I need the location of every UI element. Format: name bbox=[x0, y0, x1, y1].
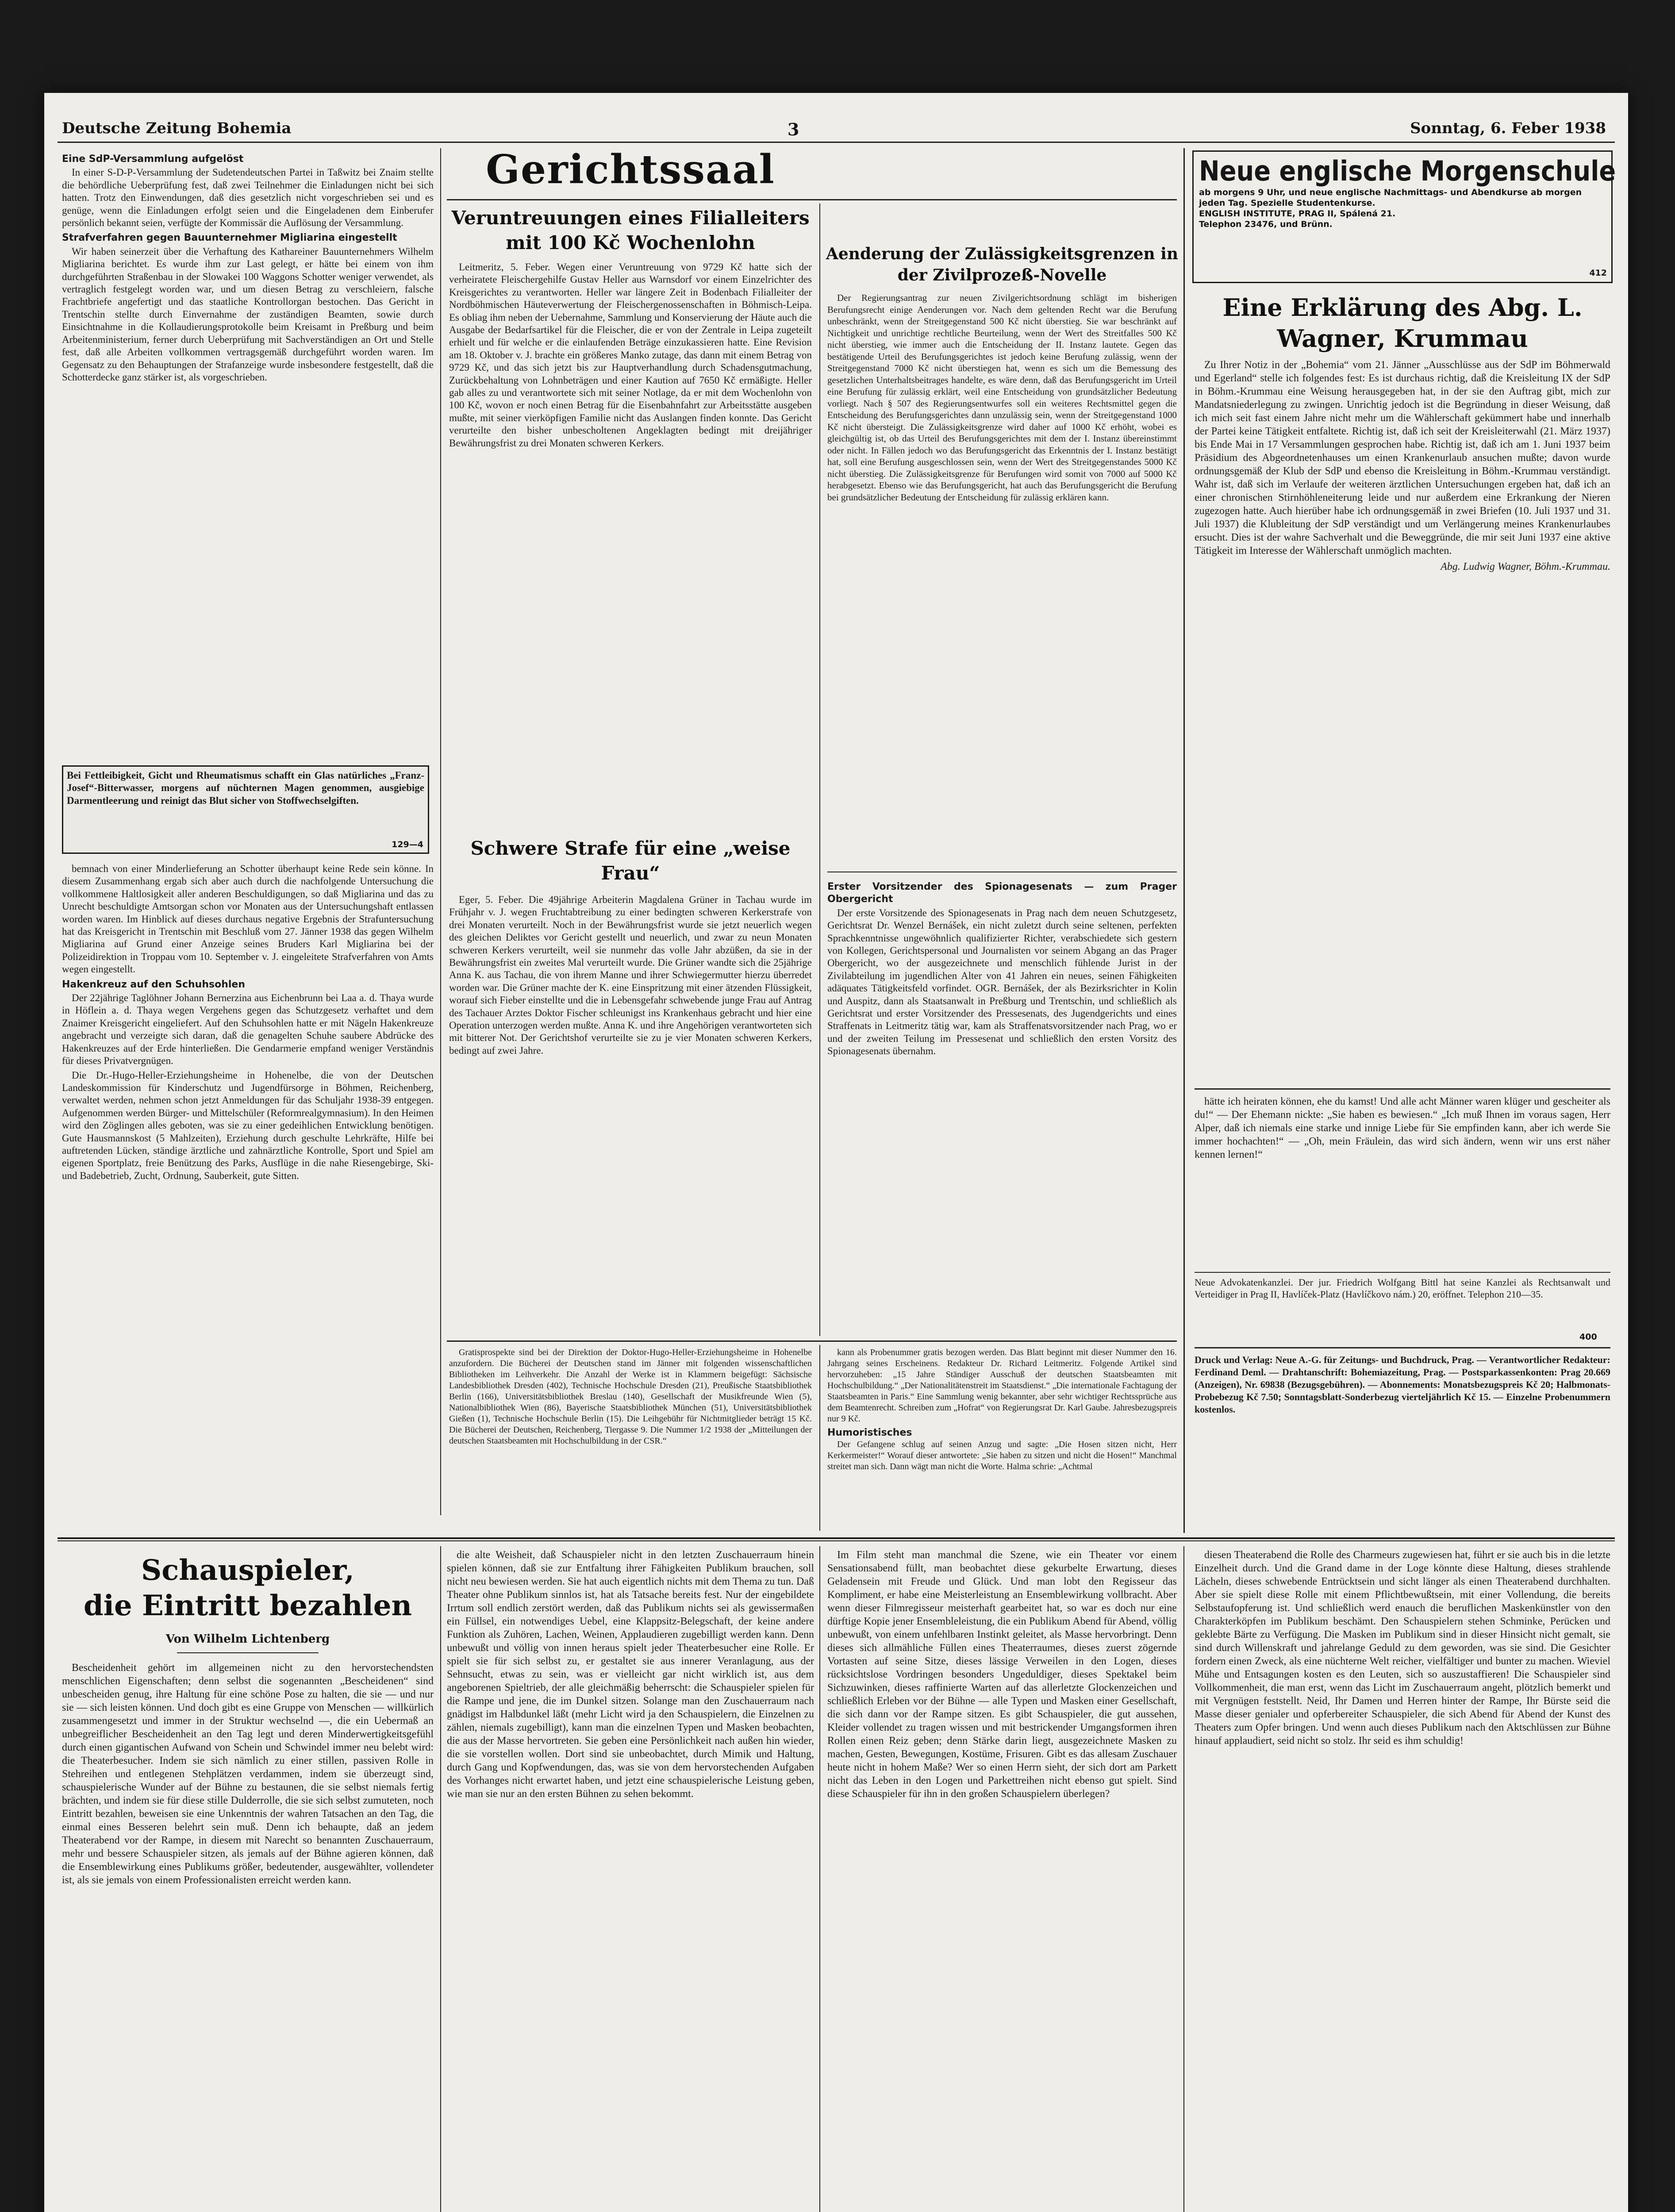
note-text: Gratisprospekte sind bei der Direktion der Doktor-Hugo-Heller-Erziehungsheime in Hohenelbe anzufordern. Die Bücherei der Deutschen stand im Jänner mit folgenden wissenschaftlichen Bibliotheken im Leihverkehr. Die Anzahl der Werke ist in Klammern beigefügt: Sächsische Landesbibliothek Dresden (402), Technische Hochschule Dresden (21), Preußische Staatsbibliothek Berlin (166), Universitätsbibliothek Breslau (140), Gesellschaft der Musikfreunde Wien (5), Nationalbibliothek Wien (86), Bayerische Staatsbibliothek München (51), Universitätsbibliothek Gießen (1), Technische Hochschule Berlin (15). Die Leihgebühr für Nichtmitglieder beträgt 15 Kč. Die Bücherei der Deutschen, Reichenberg, Tiergasse 9. Die Nummer 1/2 1938 der „Mitteilungen der deutschen Staatsbeamten mit Hochschulbildung in der CSR.“ bbox=[449, 1348, 812, 1446]
article-text: Die Dr.-Hugo-Heller-Erziehungsheime in Hohenelbe, die von der Deutschen Landeskommission für Kinderschutz und Jugendfürsorge in Böhmen, Reichenberg, verwaltet werden, nehmen schon jetzt Anmeldungen für das Schuljahr 1938-39 entgegen. Aufgenommen werden Bürger- und Mittelschüler (Reformrealgymnasium). In den Heimen wird den Zöglingen alles geboten, was sie zu einer gedeihlichen Entwicklung benötigen. Gute Hausmannskost (5 Mahlzeiten), Erziehung durch geschulte Lehrkräfte, Hilfe bei auftretenden Lücken, ständige ärztliche und zahnärztliche Kontrolle, Sport und Spiel am eigenen Sportplatz, freie Benützung des Parks, Ausflüge in die nahe Riesengebirge, Ski- und Badebetrieb, Zucht, Ordnung, Sauberkeit, gute Sitten. bbox=[62, 1069, 434, 1181]
feuilleton-title: die Eintritt bezahlen bbox=[83, 1589, 412, 1622]
english-school-ad bbox=[1192, 150, 1616, 283]
article-text: hätte ich heiraten können, ehe du kamst! Und alle acht Männer waren klüger und gescheiter als du!“ — Der Ehemann nickte: „Sie haben es bewiesen.“ „Ich muß Ihnen im voraus sagen, Herr Alper, daß ich niemals eine starke und innige Liebe für Sie empfinden kann, aber ich werde Sie immer hochachten!“ — „Oh, mein Fräulein, das wird sich ändern, wenn wir uns erst näher kennen lernen!“ bbox=[1195, 1096, 1610, 1160]
column-2-article-2 bbox=[449, 894, 812, 1336]
masthead-rule bbox=[58, 142, 1615, 143]
column-rule bbox=[1183, 148, 1185, 1533]
column-rule bbox=[819, 1546, 820, 2212]
imprint-text: Druck und Verlag: Neue A.-G. für Zeitungs- und Buchdruck, Prag. — Verantwortlicher Redakteur: Ferdinand Deml. — Drahtanschrift: Bohemiazeitung, Prag. — Postsparkassenkonten: Prag 20.669 (Anzeigen), Nr. 69838 (Bezugsgebühren). — Abonnements: Monatsbezugspreis Kč 20; Halbmonats-Probebezug Kč 7.50; Sonntagsblatt-Sonderbezug vierteljährlich Kč 15. — Einzelne Probenummern kostenlos. bbox=[1195, 1354, 1610, 1415]
article-text: Der 22jährige Taglöhner Johann Bernerzina aus Eichenbrunn bei Laa a. d. Thaya wurde in Höflein a. d. Thaya wegen Vergehens gegen das Schutzgesetz verhaftet und dem Znaimer Kreisgericht eingeliefert. Auf den Schuhsohlen hatte er mit Nägeln Hakenkreuze angebracht und verzeigte sich daran, daß die genagelten Schuhe saubere Abdrücke des Hakenkreuzes auf der Erde hinterließen. Die Gendarmerie empfand weniger Verständnis für dieses Privatvergnügen. bbox=[62, 992, 434, 1067]
column-4-article bbox=[1195, 358, 1610, 1084]
article-text: Der erste Vorsitzende des Spionagesenats in Prag nach dem neuen Schutzgesetz, Gerichtsrat Dr. Wenzel Bernášek, ein nicht zuletzt durch seine seltenen, perfekten Sprachkenntnisse ungewöhnlich qualifizierter Richter, verabschiedete sich gestern von Kollegen, Gerichtspersonal und Journalisten vor seinem Abgang an das Prager Obergericht, wo der ausgezeichnete und menschlich fühlende Jurist in der Zivilabteilung im jugendlichen Alter von 41 Jahren ein neues, seinen Fähigkeiten adäquates Tätigkeitsfeld vorfindet. OGR. Bernášek, der als Bezirksrichter in Kolin und Auspitz, dann als Staatsanwalt in Preßburg und Trentschin, und schließlich als Gerichtsrat und erster Vorsitzender des Pressesenats, des Jugendgerichts und eines Straffenats in Leitmeritz tätig war, kam als Straffenatsvorsitzender nach Prag, wo er und der zweiten Teilung im Pressesenat und schließlich den ersten Vorsitz des Spionagesenats übernahm. bbox=[827, 907, 1177, 1057]
article-headline: Veruntreuungen eines Filialleiters mit 100 Kč Wochenlohn bbox=[451, 207, 810, 253]
imprint-rule bbox=[1195, 1347, 1610, 1348]
article-heading: Hakenkreuz auf den Schuhsohlen bbox=[62, 979, 246, 990]
notice-reference: 400 bbox=[1579, 1332, 1597, 1342]
feuilleton-column-3 bbox=[827, 1548, 1177, 2212]
article-text: bemnach von einer Minderlieferung an Schotter überhaupt keine Rede sein könne. In diesem Zusammenhang ergab sich aber auch durch die nachfolgende Untersuchung die vollkommene Haltlosigkeit aller anderen Beschuldigungen, so daß Migliarina und das zu Unrecht beschuldigte Amtsorgan schon vor Monaten aus der Untersuchungshaft entlassen worden waren. Im Hinblick auf dieses durchaus negative Ergebnis der Strafuntersuchung hat das Kreisgericht in Trentschin mit Beschluß vom 27. Jänner 1938 das gegen Wilhelm Migliarina auf Grund einer Anzeige seines Bruders Karl Migliarina bei der Polizeidirektion in Troppau vom 10. September v. J. eingeleitete Strafverfahren von Amts wegen eingestellt. bbox=[62, 863, 434, 975]
article-headline: Aenderung der Zulässigkeitsgrenzen in der Zivilprozeß-Novelle bbox=[826, 245, 1179, 284]
feuilleton-text: diesen Theaterabend die Rolle des Charmeurs zugewiesen hat, führt er sie auch bis in die letzte Einzelheit durch. Und die Grand dame in der Loge könnte diese Haltung, dieses strahlende Lächeln, dieses schwebende Entrücktsein und sicht länger als einen Theaterabend durchhalten. Aber sie spielt diese Rolle mit einem Pflichtbewußtsein, mit einer Vollendung, die bereits Selbstaufopferung ist. Und schließlich werd enauch die beruflichen Maskenkünstler von den Charakterköpfen im Publikum beschämt. Den Schauspielern stehen Schminke, Perücken und geklebte Bärte zu Verfügung. Die Masken im Publikum sind in dieser Hinsicht nicht gemalt, sie sind durch Willenskraft und jahrelange Geduld zu dem geworden, was sie sind. Die Gesichter fordern einen Zweck, als eine nüchterne Welt reicher, vielfältiger und bunter zu machen. Wieviel Mühe und Entsagungen kosten es den Leuten, sich so auszustaffieren! Die Schauspieler sind Vollkommenheit, die man erst, wenn das Licht im Zuschauerraum angeht, plötzlich bemerkt und mit Vergnügen feststellt. Neid, Ihr Damen und Herren hinter der Rampe, Ihr Bürste seid die Masse dieser genialer und opferbereiter Schauspieler, die sich Abend für Abend der Kunst des Theaters zum Opfer bringen. Und wenn auch dieses Publikum nach den Aktschlüssen zur Bühne hinauf applaudiert, seid nicht so stolz. Ihr seid es ihm schuldig! bbox=[1195, 1549, 1610, 1747]
column-rule bbox=[819, 1345, 820, 1531]
article-text: Leitmeritz, 5. Feber. Wegen einer Veruntreuung von 9729 Kč hatte sich der verheiratete Fleischergehilfe Gustav Heller aus Warnsdorf vor einem Einzelrichter des Kreisgerichtes zu verantworten. Heller war längere Zeit in Bodenbach Filialleiter der Nordböhmischen Häuteverwertung der Fleischergenossenschaften in Böhmisch-Leipa. Es obliag ihm neben der Uebernahme, Sammlung und Konservierung der Häute auch die Ausgabe der Bedarfsartikel für die Fleischer, die er von der Zentrale in Leipa zugeteilt erhielt und für welche er die einlaufenden Beträge einzukassieren hatte. Eine Revision am 18. Oktober v. J. brachte ein größeres Manko zutage, das dann mit einem Betrag von 9729 Kč, und das sich jetzt bis zur Hauptverhandlung durch Schadensgutmachung, Zurückbehaltung von Lohnbeträgen und einer Kaution auf 7650 Kč ermäßigte. Heller gab alles zu und verantwortete sich mit seiner Notlage, da er mit dem Wochenlohn von 100 Kč, wovon er noch einen Betrag für die Eisenbahnfahrt zur Arbeitsstätte ausgeben mußte, mit seiner vierköpfigen Familie nicht das Auslangen finden konnte. Das Gericht verurteilte den bisher unbescholtenen Angeklagten bedingt mit dreijähriger Bewährungsfrist zu drei Monaten schweren Kerkers. bbox=[449, 261, 812, 449]
column-4-humor bbox=[1195, 1095, 1610, 1267]
newspaper-page bbox=[44, 93, 1628, 2212]
notes-right bbox=[827, 1347, 1177, 1528]
article-signature: Abg. Ludwig Wagner, Böhm.-Krummau. bbox=[1441, 561, 1610, 572]
notes-left bbox=[449, 1347, 812, 1528]
column-rule bbox=[440, 1546, 441, 2212]
feuilleton-rule-2 bbox=[58, 1540, 1615, 1541]
article-heading: Erster Vorsitzender des Spionagesenats — zum Prager Obergericht bbox=[827, 881, 1177, 905]
issue-date: Sonntag, 6. Feber 1938 bbox=[1410, 119, 1606, 137]
column-2-article-1 bbox=[449, 261, 812, 836]
imprint bbox=[1195, 1354, 1610, 1526]
feuilleton-text: Bescheidenheit gehört im allgemeinen nicht zu den hervorstechendsten menschlichen Eigenschaften; denn selbst die sogenannten „Bescheidenen“ sind unbescheiden genug, ihre Haltung für eine schöne Pose zu halten, die sie — und nur sie — sich leisten können. Und doch gibt es eine Gruppe von Menschen — willkürlich zusammengesetzt und immer in der Struktur wechselnd —, die ein Uebermaß an unbegreiflicher Bescheidenheit an den Tag legt und deren Minderwertigkeitsgefühl durch einen gigantischen Aufwand von Schein und Schwindel immer neu belebt wird: die Theaterbesucher. Indem sie sich nämlich zu einer stillen, passiven Rolle in Stehreihen und entlegenen Stehplätzen verdammen, indem sie überzeugt sind, schauspielerische Wunder auf der Bühne zu bestaunen, die sie selbst niemals fertig brächten, und indem sie für diese stille Dulderrolle, die sie sich selbst zumuteten, noch Eintritt bezahlen, beweisen sie eine Unkenntnis der wahren Tatsachen an den Tag, die einmal eines Besseren belehrt sein muß. Denn ich behaupte, daß an jedem Theaterabend vor der Rampe, in diesem mit Narecht so benannten Zuschauerraum, mehr und bessere Schauspieler sitzen, als jemals auf der Bühne agieren können, daß die Ensemblewirkung eines Publikums größer, bedeutender, ausgewählter, vollendeter ist, als sie jemals von einem Professionalisten erreicht werden kann. bbox=[62, 1662, 434, 1886]
note-text: kann als Probenummer gratis bezogen werden. Das Blatt beginnt mit dieser Nummer den 16. Jahrgang seines Erscheinens. Redakteur Dr. Richard Leitmeritz. Folgende Artikel sind hervorzuheben: „15 Jahre Ständiger Ausschuß der deutschen Staatsbeamten mit Hochschulbildung.“ „Der Nationalitätenstreit im Staatsdienst.“ „Die internationale Fachtagung der Staatsbeamten in Paris.“ Eine Sammlung wenig bekannter, aber sehr wichtiger Rechtssprüche aus dem Beamtenrecht. Schreiben zum „Hofrat“ von Regierungsrat Dr. Karl Gaube. Jahresbezugspreis nur 9 Kč. bbox=[827, 1348, 1177, 1424]
ad-line: ENGLISH INSTITUTE, PRAG II, Spálená 21. bbox=[1199, 209, 1396, 219]
feuilleton-text: die alte Weisheit, daß Schauspieler nicht in den letzten Zuschauerraum hinein spielen können, daß sie zur Entfaltung ihrer Fähigkeiten Publikum brauchen, soll nicht neu bewiesen werden. Sie hat auch eigentlich nichts mit dem Thema zu tun. Daß Theater ohne Publikum sinnlos ist, hat als Tatsache bereits fest. Nur der eingebildete Irrtum soll endlich zerstört werden, daß das Publikum nichts sei als gewissermaßen ein Füllsel, ein notwendiges Uebel, eine Klappsitz-Belegschaft, der keine andere Funktion als Zuhören, Lachen, Weinen, Applaudieren zugebilligt werden kann. Denn unbewußt und völlig von innen heraus spielt jeder Theaterbesucher eine Rolle. Er spielt sie für sich selbst zu, er gestaltet sie aus innerer Veranlagung, aus der Sehnsucht, etwas zu sein, was er vielleicht gar nicht wirklich ist, aus dem angeborenen Spieltrieb, der alle gleichmäßig beherrscht: die Schauspieler spielen für die Rampe und jene, die im Dunkel sitzen. Solange man den Zuschauerraum nach gnädigst im Halbdunkel läßt (mehr Licht wird ja den Schauspielern, die Einzelnen zu zählen, niemals zugebilligt), kann man die einzelnen Typen und Masken beobachten, die aus der Masse hervortreten. Sie geben eine Persönlichkeit nach außen hin wieder, die sie vorstellen wollen. Dort sind sie unbeobachtet, durch Mimik und Haltung, durch Gang und Kopfwendungen, das, was sie von dem hervorstechenden Aufgaben des Vorhanges nicht erwartet haben, und jetzt eine schauspielerische Leistung geben, wie man sie nur an den ersten Bühnen zu sehen bekommt. bbox=[447, 1549, 814, 1800]
column-3-article-2 bbox=[827, 878, 1177, 1334]
article-headline: Eine Erklärung des Abg. L. Wagner, Krummau bbox=[1222, 293, 1583, 353]
article-text: Zu Ihrer Notiz in der „Bohemia“ vom 21. Jänner „Ausschlüsse aus der SdP im Böhmerwald und Egerland“ stelle ich folgendes fest: Es ist durchaus richtig, daß die Kreisleitung IX der SdP in Böhm.-Krummau eine Weisung herausgegeben hat, in der sie den Auftrag gibt, mich zur Mandatsniederlegung zu zwingen. Unrichtig jedoch ist die Begründung in dieser Weisung, daß ich mich seit fast einem Jahre nicht mehr um die Wählerschaft gekümmert habe und innerhalb der Partei keine Tätigkeit entfaltete. Richtig ist, daß ich seit der Kreisleiterwahl (21. März 1937) bis Ende Mai in 17 Versammlungen gesprochen habe. Richtig ist, daß ich am 1. Juni 1937 beim Präsidium des Abgeordnetenhauses um einen Krankenurlaub ansuchen mußte; davon wurde ordnungsgemäß der Klub der SdP und ebenso die Kreisleitung in Böhm.-Krummau verständigt. Wahr ist, daß sich im Verlaufe der weiteren ärztlichen Untersuchungen ergeben hat, daß ich an einer chronischen Stirnhöhleneiterung leide und nur außerdem eine Erkrankung der Nieren zugezogen hatte. Auch hierüber habe ich ordnungsgemäß in zwei Briefen (10. Juli 1937 und 31. Juli 1937) die Klubleitung der SdP verständigt und um Verlängerung meines Krankenurlaubes ersucht. Dies ist der wahre Sachverhalt und die Beweggründe, die mir seit Juni 1937 eine aktive Tätigkeit im Interesse der Wählerschaft unmöglich machten. bbox=[1195, 359, 1610, 557]
column-rule bbox=[819, 204, 820, 1336]
ad-reference: 129—4 bbox=[392, 840, 423, 849]
article-text: Wir haben seinerzeit über die Verhaftung des Kathareiner Bauunternehmers Wilhelm Migliarina berichtet. Es wurde ihm zur Last gelegt, er hätte bei einem von ihm durchgeführten Straßenbau in der Slowakei 100 Waggons Schotter weniger verwendet, als vertraglich festgelegt worden war, und um diesen Betrag zu verschleiern, falsche Frachtbriefe angefertigt und das staatliche Kontrollorgan bestochen. Das Gericht in Trentschin stellte durch Einvernahme der zuständigen Beamten, sowie durch Einsichtnahme in die Kollaudierungsprotokolle beim Kreisamt in Preßburg und beim Arbeitenministerium, ferner durch Ueberprüfung mit Sachverständigen an Ort und Stelle fest, daß alle Arbeiten vollkommen vertragsgemäß durchgeführt worden waren. Im Gegensatz zu den Behauptungen der Strafanzeige wurde insbesondere festgestellt, daß die Schotterdecke ganz stärker ist, als vorgeschrieben. bbox=[62, 246, 434, 383]
feuilleton-text: Im Film steht man manchmal die Szene, wie ein Theater vor einem Sensationsabend füllt, man beobachtet diese gekurbelte Erwartung, dieses Geladensein mit Freude und Glück. Und man lobt den Regisseur das Kompliment, er habe eine Meisterleistung an Ensemblewirkung vollbracht. Aber wenn dieser Filmregisseur meisterhaft gearbeitet hat, so war es doch nur eine dürftige Kopie jener Ensembleleistung, die ein Publikum Abend für Abend, völlig unbewußt, von einem unfehlbaren Instinkt geleitet, als Masse hervorbringt. Denn dieses sich allmähliche Füllen eines Theaterraumes, dieses zuerst zögernde Vortasten auf seine Sitze, dieses lässige Verweilen in den Logen, dieses rücksichtslose Vordringen besonders Ungeduldiger, dieses Spektakel beim Sichzuwinken, dieses raffinierte Warten auf das allerletzte Glockenzeichen und schließlich Erleben vor der Bühne — alle Typen und Masken einer Gesellschaft, die sich dann vor der Rampe sitzen. Es gibt Schauspieler, die gut aussehen, Kleider vollendet zu tragen wissen und mit bestrickender Umgangsformen ihren Rollen einen Reiz geben; denn Stärke darin liegt, ausgezeichnete Masken zu machen, Gesten, Bewegungen, Kostüme, Frisuren. Gibt es das allesam Zuschauer heute nicht in hohem Maße? Wer so einen Herrn sieht, der sich dort am Parkett nicht das Leben in den Logen und Parkettreihen nicht ebenso gut spielt. Sind diese Schauspieler für ihn in den großen Schauspielern überlegen? bbox=[827, 1549, 1177, 1800]
article-headline: Schwere Strafe für eine „weise Frau“ bbox=[470, 837, 791, 884]
law-office-notice bbox=[1195, 1276, 1610, 1343]
ad-line: Telephon 23476, und Brünn. bbox=[1199, 219, 1333, 229]
author-rule bbox=[177, 1652, 319, 1653]
feuilleton-title: Schauspieler, bbox=[141, 1554, 354, 1587]
section-rule bbox=[447, 199, 1177, 200]
humor-heading: Humoristisches bbox=[827, 1427, 912, 1438]
paper-name: Deutsche Zeitung Bohemia bbox=[62, 119, 292, 137]
humor-text: Der Gefangene schlug auf seinen Anzug und sagte: „Die Hosen sitzen nicht, Herr Kerkermeister!“ Worauf dieser antwortete: „Sie haben zu sitzen und nicht die Hosen!“ Manchmal streitet man sich. Dann wägt man nicht die Worte. Halma schrie: „Achtmal bbox=[827, 1440, 1177, 1471]
column-rule bbox=[440, 148, 441, 1515]
article-text: Eger, 5. Feber. Die 49jährige Arbeiterin Magdalena Grüner in Tachau wurde im Frühjahr v. J. wegen Fruchtabtreibung zu einer bedingten schweren Kerkerstrafe von drei Monaten verurteilt. Noch in der Bewährungsfrist wurde sie jetzt neuerlich wegen des gleichen Deliktes vor Gericht gestellt und neuerlich, und zwar zu neun Monaten schweren Kerkers verurteilt, weil sie nunmehr das volle Jahr abzüßen, da sie in der Bewährungsfrist ein zweites Mal verurteilt wurde. Die Grüner wandte sich die 25jährige Anna K. aus Tachau, die von ihrem Manne und ihrer Schwiegermutter hierzu überredet worden war. Die Grüner machte der K. eine Einspritzung mit einer ätzenden Flüssigkeit, worauf sich Fieber einstellte und die in Lebensgefahr schwebende junge Frau auf Antrag des Tachauer Arztes Doktor Fischer schleunigst ins Krankenhaus gebracht und hier eine Operation unterzogen werden mußte. Anna K. und ihre Angehörigen verantworteten sich mit bitterer Not. Der Gerichtshof verurteilte sie zu je vier Monaten schweren Kerkers, bedingt auf zwei Jahre. bbox=[449, 894, 812, 1056]
column-3-article-1 bbox=[827, 292, 1177, 867]
section-title: Gerichtssaal bbox=[486, 146, 775, 193]
notes-rule bbox=[447, 1340, 1177, 1342]
page-number: 3 bbox=[788, 119, 799, 139]
column-rule bbox=[1183, 1546, 1184, 2212]
feuilleton-column-2 bbox=[447, 1548, 814, 2212]
notice-text: Neue Advokatenkanzlei. Der jur. Friedrich Wolfgang Bittl hat seine Kanzlei als Rechtsanwalt und Verteidiger in Prag II, Havlíček-Platz (Havlíčkovo nám.) 20, eröffnet. Telephon 210—35. bbox=[1195, 1277, 1610, 1300]
article-text: In einer S-D-P-Versammlung der Sudetendeutschen Partei in Taßwitz bei Znaim stellte die behördliche Ueberprüfung fest, daß zwei Teilnehmer die Einladungen nicht bei sich hatten. Trotz den Einwendungen, daß dies gesetzlich nicht vorgeschrieben sei und es genüge, wenn die Einladungen erfolgt seien und die Eingeladenen dem Einberufer persönlich bekannt seien, verfügte der Kommissär die Auflösung der Versammlung. bbox=[62, 167, 434, 229]
feuilleton-column-1 bbox=[62, 1661, 434, 2212]
feuilleton-author: Von Wilhelm Lichtenberg bbox=[165, 1632, 330, 1646]
bitterwasser-ad bbox=[62, 765, 429, 854]
ad-text: Bei Fettleibigkeit, Gicht und Rheumatismus schafft ein Glas natürliches „Franz-Josef“-Bitterwasser, morgens auf nüchternen Magen genommen, ausgiebige Darmentleerung und reinigt das Blut sicher von Stoffwechselgiften. bbox=[67, 770, 424, 806]
article-text: Der Regierungsantrag zur neuen Zivilgerichtsordnung schlägt im bisherigen Berufungsrecht einige Aenderungen vor. Nach dem geltenden Recht war die Berufung unbeschränkt, wenn der Streitgegenstand 500 Kč nicht überstieg. Sie war beschränkt auf Nichtigkeit und unrichtige rechtliche Beurteilung, wenn der Wert des Streitfalles 500 Kč nicht überstieg, wie immer auch die Entscheidung der II. Instanz lautete. Gegen das bestätigende Urteil des Berufungsgerichtes ist jedoch keine Berufung zulässig, wenn der Streitgegenstand 7000 Kč nicht überstiegen hat, wenn es sich um die Bemessung des gesetzlichen Unterhaltsbeitrages handelte, es wäre denn, daß das Berufungsgericht im Urteil eine Berufung für zulässig erklärt, weil eine Entscheidung von grundsätzlicher Bedeutung vorliegt. Nach § 507 des Regierungsentwurfes soll ein weiteres Rechtsmittel gegen die Entscheidung des Berufungsgerichtes dann unzulässig sein, wenn der Streitgegenstand 1000 Kč nicht übersteigt. Die Zulässigkeitsgrenze wird daher auf 1000 Kč erhöht, wobei es gleichgültig ist, ob das Urteil des Berufungsgerichtes mit dem der I. Instanz übereinstimmt oder nicht. In Fällen jedoch wo das Berufungsgericht das Erkenntnis der I. Instanz bestätigt hat, soll eine Berufung ausgeschlossen sein, wenn der Wert des Streitgegenstandes 5000 Kč nicht überstieg. Die Zulässigkeitsgrenze für Berufungen wird somit von 7000 auf 5000 Kč herabgesetzt. Ebenso wie das Berufungsgericht, hat auch das Berufungsgericht die Berufung bei grundsätzlicher Bedeutung der Entscheidung für zulässig erklären kann. bbox=[827, 292, 1177, 503]
article-heading: Strafverfahren gegen Bauunternehmer Migliarina eingestellt bbox=[62, 232, 397, 244]
ad-line: ab morgens 9 Uhr, und neue englische Nachmittags- und Abendkurse ab morgen jeden Tag. Spezielle Studentenkurse. bbox=[1199, 188, 1582, 208]
ad-reference: 412 bbox=[1589, 268, 1607, 278]
article-rule bbox=[1195, 1088, 1610, 1090]
feuilleton-column-4 bbox=[1195, 1548, 1610, 2212]
article-rule bbox=[1195, 1272, 1610, 1273]
feuilleton-rule bbox=[58, 1537, 1615, 1539]
article-heading: Eine SdP-Versammlung aufgelöst bbox=[62, 154, 244, 165]
ad-title: Neue englische Morgenschule bbox=[1199, 155, 1616, 187]
